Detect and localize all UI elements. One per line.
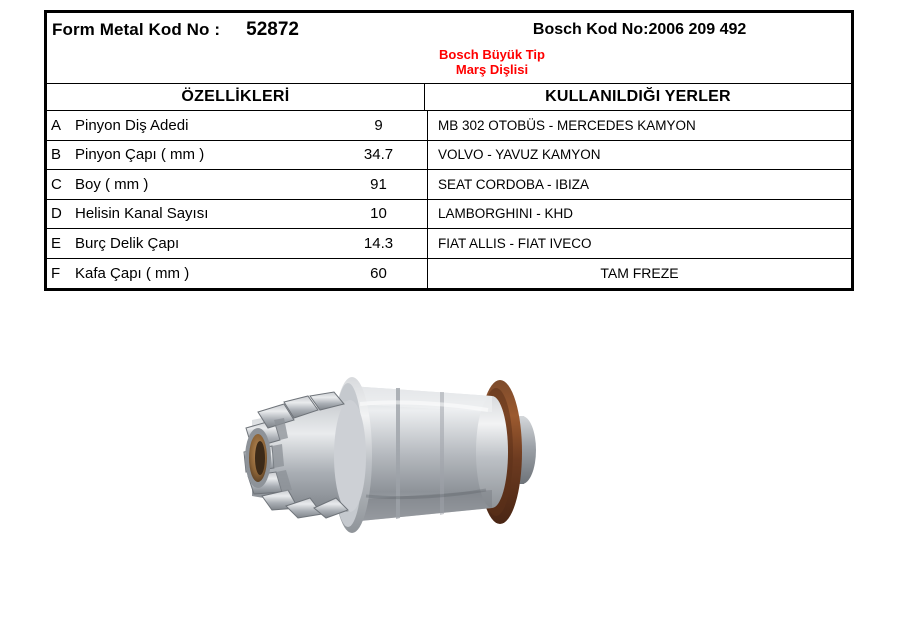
table-row [47, 141, 851, 171]
table-row [47, 111, 851, 141]
product-type-subtitle [377, 47, 607, 77]
row-usage: FIAT ALLIS - FIAT IVECO [438, 235, 592, 251]
row-property-value: 91 [330, 170, 428, 199]
subtitle-line-2: Marş Dişlisi [455, 62, 529, 77]
row-usage: TAM FREZE [600, 265, 679, 282]
row-usage: SEAT CORDOBA - IBIZA [438, 176, 590, 192]
row-key: F [51, 264, 61, 282]
row-property-name: Pinyon Diş Adedi [75, 116, 189, 134]
column-header-usage: KULLANILDIĞI YERLER [545, 88, 731, 105]
bosch-kod-group [433, 21, 851, 39]
row-usage: LAMBORGHINI - KHD [438, 206, 574, 222]
row-property-value: 60 [330, 259, 428, 289]
row-key: B [51, 146, 62, 164]
column-header-properties: ÖZELLİKLERİ [47, 84, 425, 110]
row-property-name: Kafa Çapı ( mm ) [75, 264, 190, 282]
form-kod-label: Form Metal Kod No : [52, 20, 221, 39]
spec-sheet [44, 10, 854, 291]
table-row [47, 200, 851, 230]
subtitle-line-1: Bosch Büyük Tip [439, 47, 545, 62]
table-row [47, 259, 851, 289]
row-property-name: Boy ( mm ) [75, 175, 149, 193]
form-kod-group [47, 19, 433, 41]
bosch-kod-value: Bosch Kod No:2006 209 492 [532, 21, 747, 38]
row-usage: VOLVO - YAVUZ KAMYON [438, 147, 601, 163]
sheet-subtitle-row [47, 47, 851, 83]
row-property-name: Burç Delik Çapı [75, 234, 180, 252]
column-header-row [47, 83, 851, 111]
row-property-value: 14.3 [330, 229, 428, 258]
row-property-value: 34.7 [330, 141, 428, 170]
sheet-header-row [47, 13, 851, 47]
table-row [47, 170, 851, 200]
row-key: A [51, 116, 62, 134]
table-row [47, 229, 851, 259]
row-key: C [51, 175, 62, 193]
row-key: D [51, 205, 62, 223]
row-property-value: 10 [330, 200, 428, 229]
row-usage: MB 302 OTOBÜS - MERCEDES KAMYON [438, 117, 696, 133]
row-key: E [51, 234, 62, 252]
row-property-value: 9 [330, 111, 428, 140]
product-photo [200, 300, 620, 610]
row-property-name: Pinyon Çapı ( mm ) [75, 146, 205, 164]
row-property-name: Helisin Kanal Sayısı [75, 205, 209, 223]
form-kod-value: 52872 [246, 19, 299, 40]
